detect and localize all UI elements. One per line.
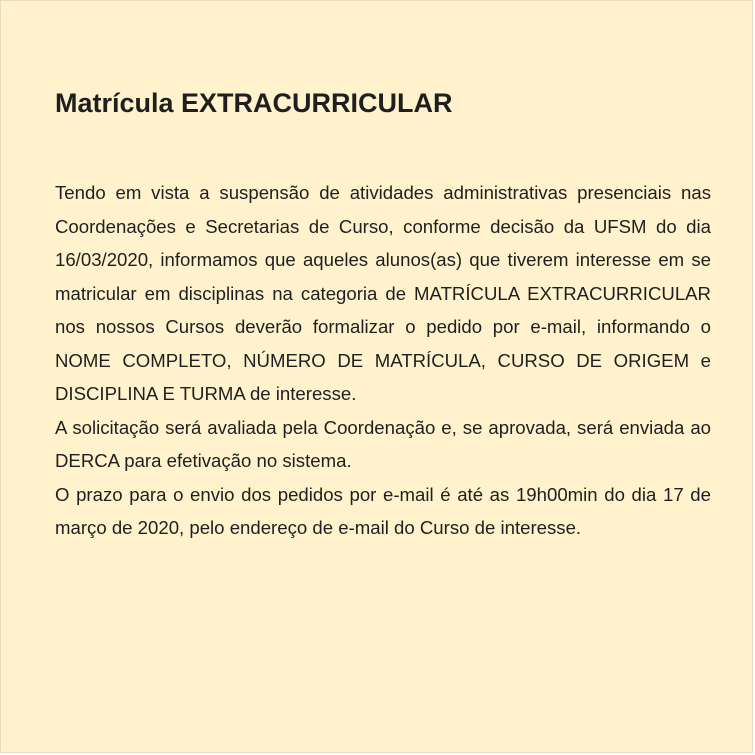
paragraph-evaluation: A solicitação será avaliada pela Coordenação e, se aprovada, será enviada ao DERCA para efetivação no sistema. <box>55 416 711 471</box>
page-title: Matrícula EXTRACURRICULAR <box>55 88 453 118</box>
paragraph-deadline: O prazo para o envio dos pedidos por e-mail é até as 19h00min do dia 17 de março de 2020, pelo endereço de e-mail do Curso de interesse. <box>55 483 711 538</box>
paragraph-suspension: Tendo em vista a suspensão de atividades administrativas presenciais nas Coordenações e Secretarias de Curso, conforme decisão da UFSM do dia 16/03/2020, informamos que aqueles alunos(as) que tiverem interesse em se matricular em disciplinas na categoria de MATRÍCULA EXTRACURRICULAR nos nossos Cursos deverão formalizar o pedido por e-mail, informando o NOME COMPLETO, NÚMERO DE MATRÍCULA, CURSO DE ORIGEM e DISCIPLINA E TURMA de interesse. <box>55 182 711 404</box>
notice-body <box>55 176 711 545</box>
